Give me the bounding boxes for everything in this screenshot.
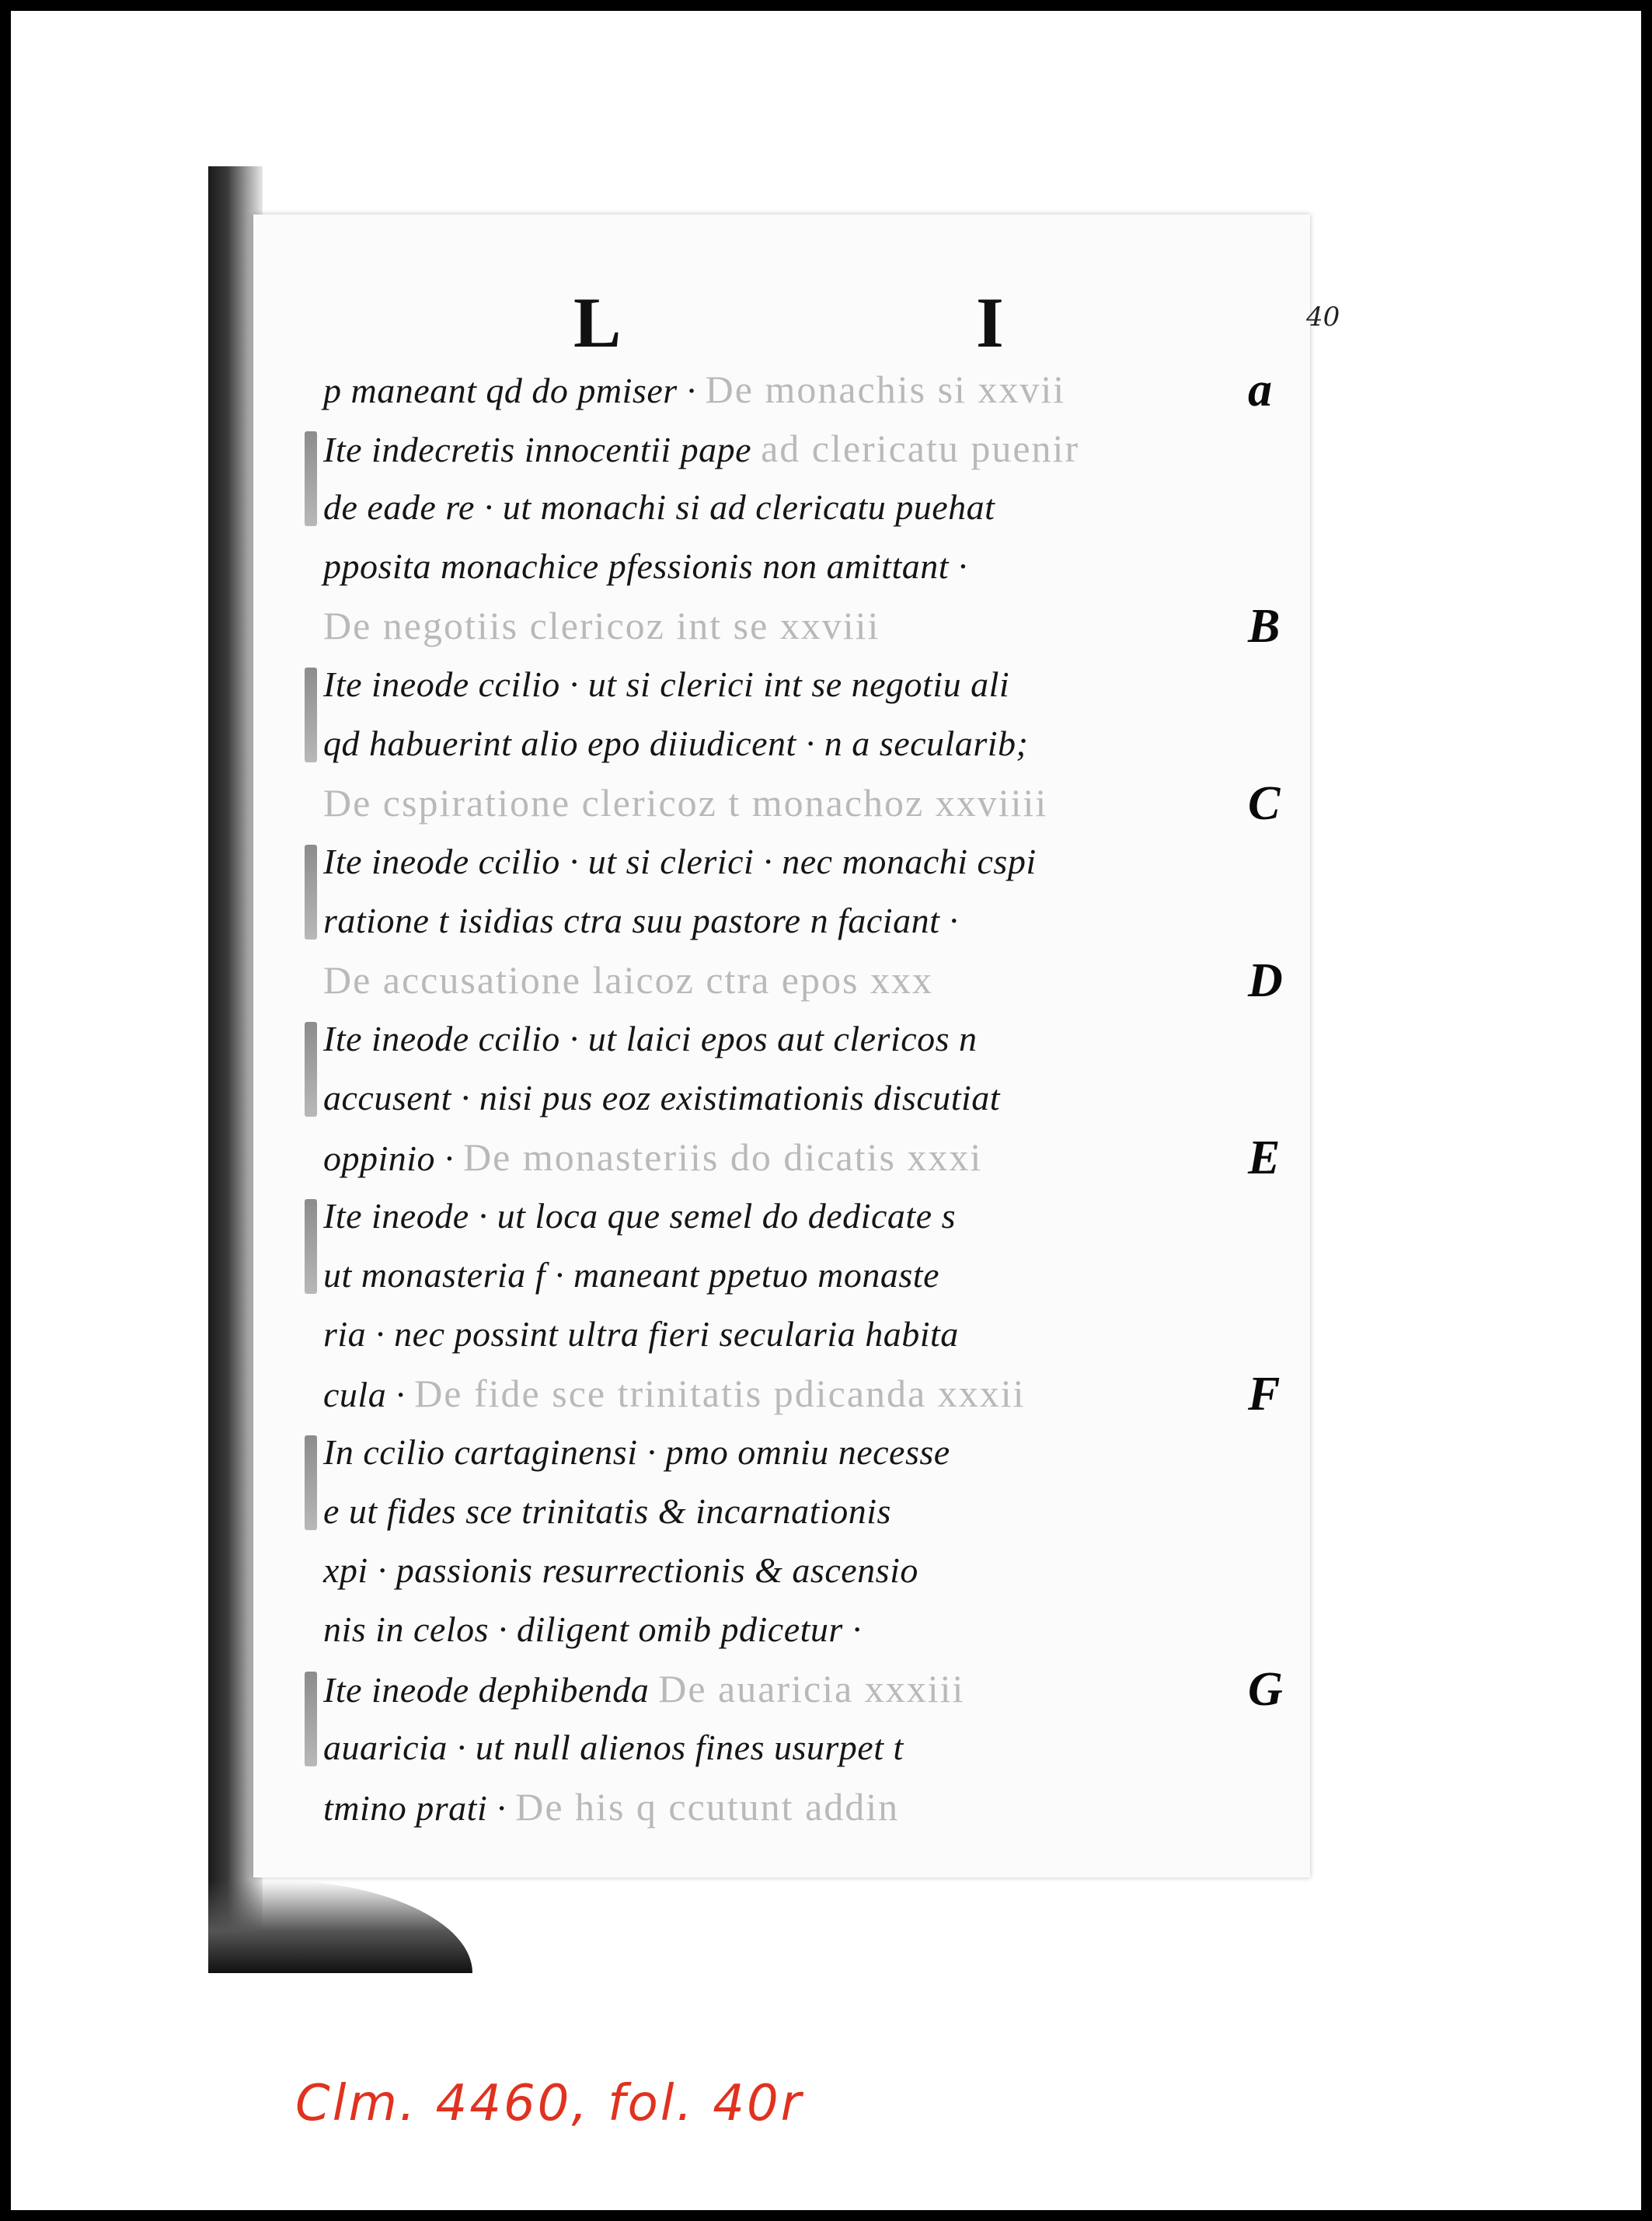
corner-shadow: [208, 1880, 472, 1973]
line-text: pposita monachice pfessionis non amittant ·: [323, 546, 968, 586]
marginal-letter: B: [1248, 600, 1281, 653]
marginal-letter: G: [1248, 1663, 1283, 1716]
marginal-letter: C: [1248, 777, 1281, 830]
manuscript-line: [323, 1606, 862, 1653]
initial-stroke: [305, 1672, 317, 1766]
manuscript-line: [323, 661, 1009, 708]
initial-stroke: [305, 845, 317, 940]
marginal-letter: D: [1248, 954, 1283, 1007]
manuscript-line: [323, 425, 1079, 472]
marginal-letter: F: [1248, 1368, 1281, 1421]
manuscript-line: [323, 1311, 959, 1358]
manuscript-leaf: [253, 214, 1340, 1878]
manuscript-line: [323, 957, 933, 1003]
rubric-text: De his q ccutunt addin: [515, 1785, 900, 1829]
manuscript-line: [323, 839, 1037, 885]
initial-stroke: [305, 668, 317, 762]
manuscript-line: [323, 720, 1028, 767]
line-text: Ite indecretis innocentii pape: [323, 430, 762, 469]
marginal-letter: E: [1248, 1131, 1281, 1184]
initial-stroke: [305, 1199, 317, 1294]
manuscript-line: [323, 1193, 956, 1240]
rubric-text: De auaricia xxxiii: [658, 1667, 965, 1710]
manuscript-photo: [208, 166, 1340, 1973]
manuscript-line: [323, 1488, 891, 1535]
line-text: auaricia · ut null alienos fines usurpet t: [323, 1728, 904, 1767]
initial-stroke: [305, 1435, 317, 1530]
manuscript-line: [323, 1783, 899, 1830]
manuscript-line: [323, 1075, 1000, 1121]
manuscript-line: [323, 898, 958, 944]
rubric-text: De monasteriis do dicatis xxxi: [463, 1135, 983, 1179]
rubric-text: De negotiis clericoz int se xxviii: [323, 604, 880, 647]
line-text: cula ·: [323, 1375, 415, 1414]
line-text: e ut fides sce trinitatis & incarnationis: [323, 1491, 891, 1531]
manuscript-line: [323, 366, 1065, 413]
running-header-left: L: [573, 283, 622, 362]
manuscript-line: [323, 602, 880, 649]
manuscript-line: [323, 1429, 950, 1476]
rubric-text: De accusatione laicoz ctra epos xxx: [323, 958, 933, 1002]
line-text: Ite ineode ccilio · ut si clerici int se negotiu ali: [323, 664, 1010, 704]
rubric-text: De monachis si xxvii: [705, 368, 1066, 411]
manuscript-line: [323, 1665, 964, 1712]
manuscript-line: [323, 1134, 982, 1180]
line-text: Ite ineode ccilio · ut si clerici · nec monachi cspi: [323, 842, 1037, 881]
line-text: ria · nec possint ultra fieri secularia habita: [323, 1314, 959, 1354]
manuscript-line: [323, 1370, 1025, 1417]
rubric-text: De fide sce trinitatis pdicanda xxxii: [414, 1372, 1026, 1415]
manuscript-line: [323, 1016, 978, 1062]
page-sheet: [11, 11, 1641, 2210]
rubric-text: ad clericatu puenir: [761, 427, 1080, 470]
line-text: oppinio ·: [323, 1138, 464, 1178]
manuscript-line: [323, 779, 1047, 826]
line-text: ut monasteria f · maneant ppetuo monaste: [323, 1255, 939, 1295]
folio-number: 40: [1306, 302, 1340, 333]
line-text: xpi · passionis resurrectionis & ascensio: [323, 1550, 918, 1590]
initial-stroke: [305, 431, 317, 526]
line-text: tmino prati ·: [323, 1788, 516, 1828]
line-text: In ccilio cartaginensi · pmo omniu necesse: [323, 1432, 950, 1472]
initial-stroke: [305, 1022, 317, 1117]
manuscript-line: [323, 484, 995, 531]
line-text: p maneant qd do pmiser ·: [323, 371, 706, 410]
line-text: ratione t isidias ctra suu pastore n faciant ·: [323, 901, 959, 940]
rubric-text: De cspiratione clericoz t monachoz xxviiii: [323, 781, 1048, 825]
manuscript-line: [323, 543, 967, 590]
running-header-right: I: [976, 283, 1004, 362]
marginal-letter: a: [1248, 364, 1272, 417]
line-text: Ite ineode · ut loca que semel do dedicate s: [323, 1196, 956, 1236]
shelfmark-caption: Clm. 4460, fol. 40r: [295, 2075, 803, 2132]
line-text: qd habuerint alio epo diiudicent · n a secularib;: [323, 723, 1029, 763]
line-text: accusent · nisi pus eoz existimationis discutiat: [323, 1078, 1001, 1117]
manuscript-line: [323, 1547, 918, 1594]
manuscript-line: [323, 1724, 904, 1771]
manuscript-line: [323, 1252, 939, 1299]
line-text: nis in celos · diligent omib pdicetur ·: [323, 1609, 862, 1649]
line-text: Ite ineode dephibenda: [323, 1670, 659, 1710]
line-text: Ite ineode ccilio · ut laici epos aut clericos n: [323, 1019, 978, 1058]
line-text: de eade re · ut monachi si ad clericatu puehat: [323, 487, 995, 527]
